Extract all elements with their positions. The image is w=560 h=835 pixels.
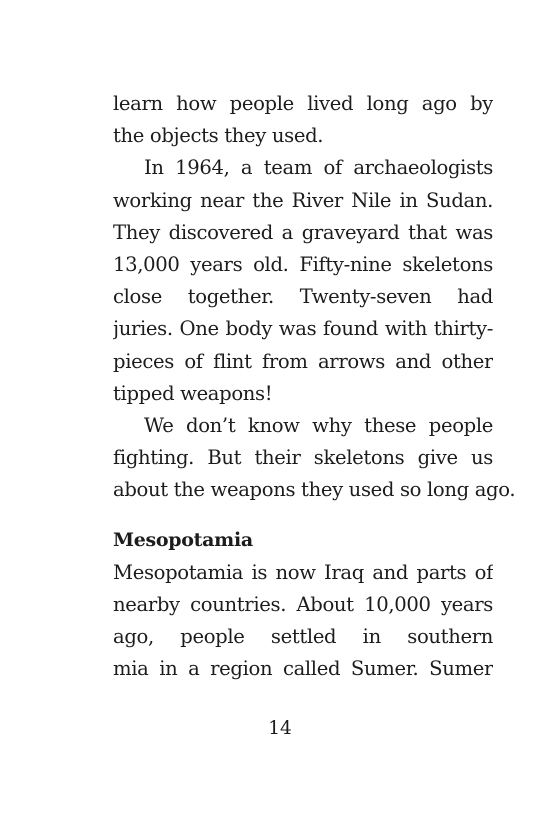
text-line: mia in a region called Sumer. Sumer (113, 657, 493, 681)
text-line: working near the River Nile in Sudan. (113, 188, 493, 212)
text-line: the objects they used. (113, 124, 324, 148)
paragraph (113, 410, 516, 507)
text-line: nearby countries. About 10,000 years (113, 592, 493, 616)
text-line: learn how people lived long ago by (113, 92, 493, 115)
text-line: They discovered a graveyard that was (113, 220, 493, 244)
text-line: juries. One body was found with thirty- (113, 317, 493, 341)
text-line: Mesopotamia is now Iraq and parts of (113, 560, 493, 584)
text-line: ago, people settled in southern (113, 625, 493, 648)
text-line: In 1964, a team of archaeologists (144, 156, 493, 180)
text-line: pieces of flint from arrows and other (113, 349, 493, 373)
text-line: tipped weapons! (113, 381, 273, 405)
text-line: 13,000 years old. Fifty-nine skeletons (113, 252, 493, 276)
section-spacer (113, 506, 493, 524)
section (113, 524, 493, 685)
text-line: fighting. But their skeletons give us (113, 446, 493, 470)
paragraph (113, 152, 493, 410)
text-line: We don’t know why these people (144, 413, 493, 437)
text-line: close together. Twenty-seven had (113, 285, 493, 309)
text-line: about the weapons they used so long ago. (113, 478, 516, 502)
paragraph (113, 88, 493, 152)
section-heading: Mesopotamia (113, 529, 253, 552)
page-number: 14 (268, 718, 292, 739)
body-text (113, 88, 516, 685)
